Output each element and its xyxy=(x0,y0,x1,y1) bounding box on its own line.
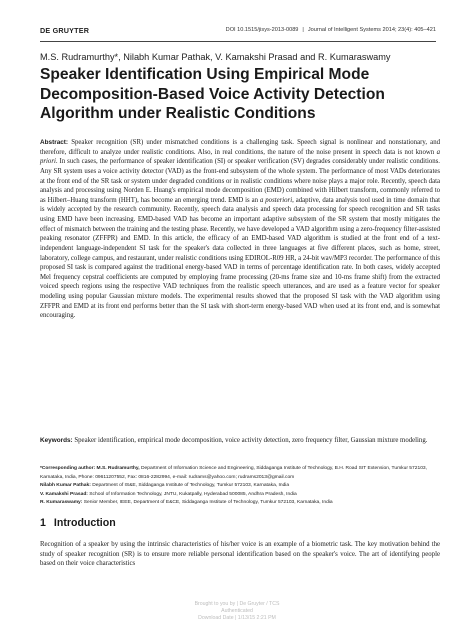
abstract-label: Abstract: xyxy=(40,139,69,146)
affiliation-text: Department of IS&E, Siddaganga Institute of Technology, Tumkur 572103, Karnataka, India xyxy=(92,483,290,489)
journal-citation: Journal of Intelligent Systems 2014; 23(4): 405–421 xyxy=(307,26,436,33)
affiliation-name: *Corresponding author: M.S. Rudramurthy, xyxy=(40,466,140,471)
publisher-name: DE GRUYTER xyxy=(40,26,90,35)
affiliations xyxy=(40,465,440,508)
download-watermark xyxy=(0,601,474,622)
journal-info xyxy=(226,27,436,33)
abstract-text: . In such cases, the performance of speaker identification (SI) or speaker verification (SV) degrades considerably under realistic conditions. Any SR system uses a voice activity detector (VAD) as the front-end subsystem of the whole system. The performance of most VADs deteriorates at the front end of the SR task or system under degraded conditions or in realistic conditions where noise plays a major role. Recently, speech data analysis and processing using Norden E. Huang's empirical mode decomposition (EMD) combined with Hilbert transform, commonly referred to as Hilbert–Huang transform (HHT), has become an emerging trend. EMD is an xyxy=(40,158,440,204)
title-line: Speaker Identification Using Empirical Mode xyxy=(40,66,370,83)
abstract-text: Speaker recognition (SR) under mismatched conditions is a challenging task. Speech signal is nonlinear and nonstationary, and therefore, difficult to analyze under realistic conditions. Also, in real conditions, the nature of the noise present in speech data is not known xyxy=(40,139,440,156)
header-rule xyxy=(40,41,436,42)
abstract-emphasis: a posteriori xyxy=(259,196,293,204)
affiliation-name: Nilabh Kumar Pathak: xyxy=(40,483,91,489)
affiliation-entry xyxy=(40,491,440,500)
abstract-emphasis: a priori xyxy=(40,148,440,166)
section-heading xyxy=(40,517,116,529)
author-list: M.S. Rudramurthy*, Nilabh Kumar Pathak, V. Kamakshi Prasad and R. Kumaraswamy xyxy=(40,52,391,62)
title-line: Decomposition-Based Voice Activity Detection xyxy=(40,85,385,103)
running-header xyxy=(40,26,436,38)
affiliation-entry xyxy=(40,482,440,491)
affiliation-text: Department of Information Science and Engineering, Siddaganga Institute of Technology, B.H. Road SIT Extension, Tumkur 572103, Karnataka, India, Phone: 09611207552, Fax: 0816-2282994, e-mail: rudrams@yahoo.com; rudrams2013@gmail.com xyxy=(40,466,427,480)
watermark-line: Authenticated xyxy=(221,608,253,614)
affiliation-entry xyxy=(40,465,440,482)
intro-paragraph: Recognition of a speaker by using the intrinsic characteristics of his/her voice is an example of a biometric task. The key motivation behind the study of speaker recognition (SR) is to ensure more reliable personal identification based on the speaker's voice. The art of identifying people based on their voice characteristics xyxy=(40,541,440,568)
affiliation-text: School of Information Technology, JNTU, Kukatpally, Hyderabad 500085, Andhra Pradesh, India xyxy=(89,491,297,497)
separator: | xyxy=(302,26,304,33)
affiliation-entry xyxy=(40,499,440,508)
paper-title xyxy=(40,65,436,124)
abstract xyxy=(40,138,440,321)
keywords xyxy=(40,436,440,446)
abstract-text: , adaptive, data analysis tool used in time domain that is widely accepted by the research community. Recently, speech data analysis and speech data processing for speech recognition and SR tasks using EMD have been increasing. EMD-based VAD has become an important adaptive subsystem of the SR system that mostly mitigates the effect of mismatch between the training and the testing phase. Recently, we have developed a VAD algorithm using a zero-frequency filter-assisted peaking resonator (ZFFPR) and EMD. In this article, the efficacy of an EMD-based VAD algorithm is studied at the front end of a text-independent language-independent SI task for the speaker's data collected in three languages at five different places, such as home, street, laboratory, college campus, and restaurant, under realistic conditions using EDIROL-R09 HR, a 24-bit wav/MP3 recorder. The performance of this proposed SI task is compared against the traditional energy-based VAD in terms of percentage identification rate. In both cases, widely accepted Mel frequency cepstral coefficients are computed by employing frame processing (20-ms frame size and 10-ms frame shift) from the extracted voiced speech regions using the respective VAD techniques from the realistic speech utterances, and are used as a feature vector for speaker modeling using popular Gaussian mixture models. The experimental results showed that the proposed SI task with the VAD algorithm using ZFFPR and EMD at its front end performs better than the SI task with short-term energy-based VAD when used at its front end, and is somewhat encouraging. xyxy=(40,196,440,320)
section-title: Introduction xyxy=(53,517,116,529)
affiliation-text: Senior Member, IEEE, Department of E&CE, Siddaganga Institute of Technology, Tumkur 572103, Karnataka, India xyxy=(83,500,333,506)
title-line: Algorithm under Realistic Conditions xyxy=(40,105,316,123)
affiliation-name: R. Kumaraswamy: xyxy=(40,500,83,506)
watermark-line: Brought to you by | De Gruyter / TCS xyxy=(194,601,280,607)
keywords-text: Speaker identification, empirical mode decomposition, voice activity detection, zero frequency filter, Gaussian mixture modeling. xyxy=(74,437,428,444)
affiliation-name: V. Kamakshi Prasad: xyxy=(40,491,88,497)
keywords-label: Keywords: xyxy=(40,437,73,444)
watermark-line: Download Date | 1/13/15 2:21 PM xyxy=(198,615,276,621)
doi-link[interactable]: DOI 10.1515/jisys-2013-0089 xyxy=(225,26,299,33)
section-number: 1 xyxy=(40,517,46,529)
